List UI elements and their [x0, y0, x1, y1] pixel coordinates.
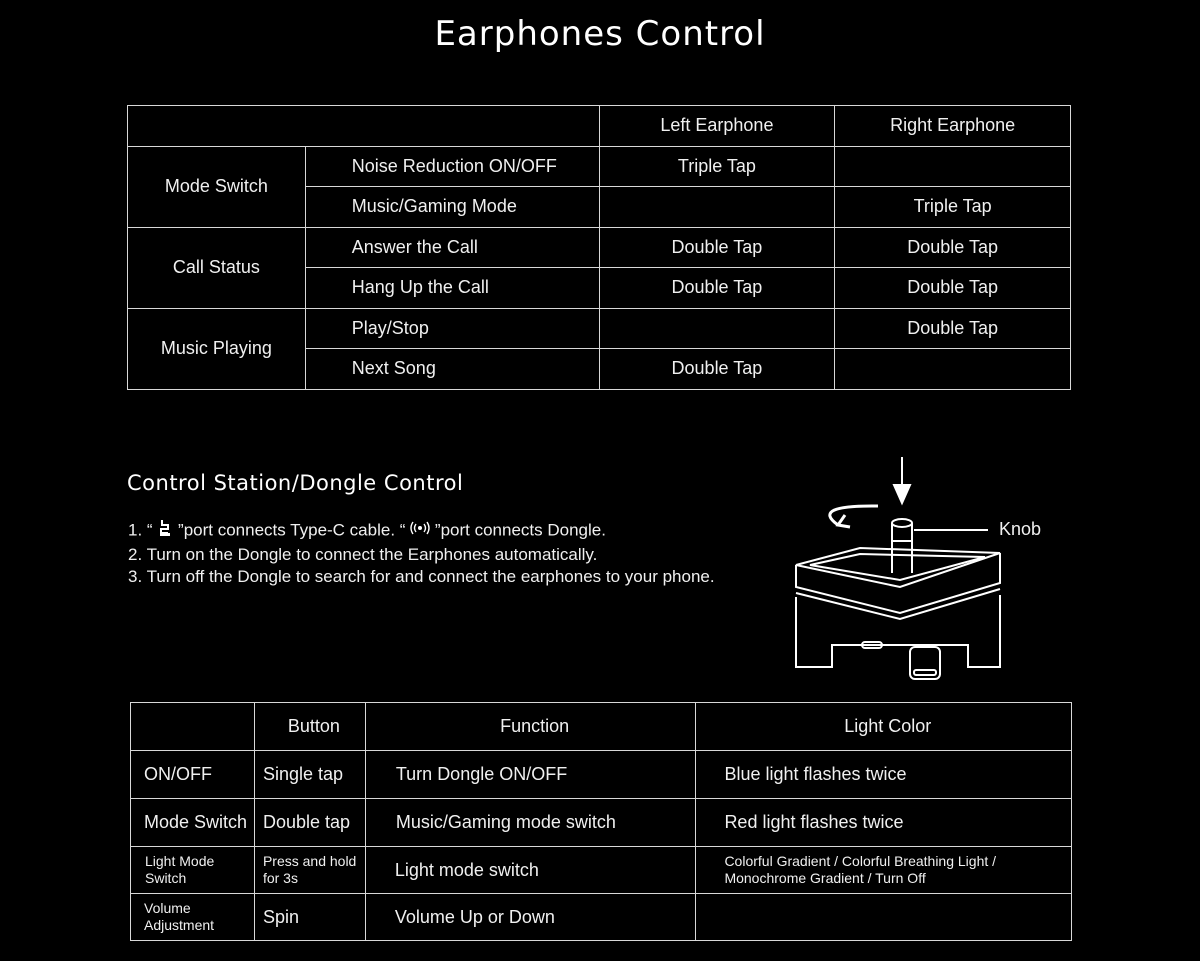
page-title: Earphones Control [434, 14, 766, 54]
action-cell: Next Song [305, 349, 599, 390]
left-cell [599, 187, 835, 228]
earphones-control-table [127, 105, 1071, 390]
usb-cable-icon [157, 519, 173, 544]
function-cell: Turn Dongle ON/OFF [365, 751, 696, 799]
instructions-list [128, 519, 715, 589]
button-cell: Press and hold for 3s [254, 847, 365, 894]
button-cell: Spin [254, 894, 365, 941]
group-label: Mode Switch [128, 146, 306, 227]
table-row [131, 799, 1072, 847]
row-label: Mode Switch [131, 799, 255, 847]
row-label: ON/OFF [131, 751, 255, 799]
instruction-line-2: 2. Turn on the Dongle to connect the Earphones automatically. [128, 544, 598, 564]
header-right-earphone: Right Earphone [835, 106, 1071, 147]
control-station-illustration [790, 455, 1010, 685]
action-cell: Answer the Call [305, 227, 599, 268]
right-cell: Triple Tap [835, 187, 1071, 228]
table-row [128, 227, 1071, 268]
action-cell: Music/Gaming Mode [305, 187, 599, 228]
instruction-text: 1. “ [128, 520, 153, 540]
table-row [131, 894, 1072, 941]
knob-label: Knob [999, 519, 1042, 539]
left-cell: Double Tap [599, 349, 835, 390]
instruction-text: ”port connects Type-C cable. “ [178, 520, 406, 540]
left-cell: Double Tap [599, 227, 835, 268]
light-color-cell: Red light flashes twice [696, 799, 1072, 847]
empty-header-cell [128, 106, 600, 147]
table-header-row [131, 703, 1072, 751]
function-cell: Music/Gaming mode switch [365, 799, 696, 847]
row-label: Volume Adjustment [131, 894, 255, 941]
table-row [131, 847, 1072, 894]
table-row [131, 751, 1072, 799]
group-label: Call Status [128, 227, 306, 308]
row-label: Light Mode Switch [131, 847, 255, 894]
button-cell: Double tap [254, 799, 365, 847]
left-cell: Triple Tap [599, 146, 835, 187]
header-light-color: Light Color [696, 703, 1072, 751]
header-left-earphone: Left Earphone [599, 106, 835, 147]
function-cell: Volume Up or Down [365, 894, 696, 941]
action-cell: Play/Stop [305, 308, 599, 349]
right-cell: Double Tap [835, 227, 1071, 268]
button-cell: Single tap [254, 751, 365, 799]
left-cell [599, 308, 835, 349]
table-header-row [128, 106, 1071, 147]
table-row [128, 146, 1071, 187]
action-cell: Hang Up the Call [305, 268, 599, 309]
right-cell: Double Tap [835, 268, 1071, 309]
right-cell [835, 146, 1071, 187]
light-color-cell [696, 894, 1072, 941]
wireless-signal-icon [410, 520, 430, 543]
action-cell: Noise Reduction ON/OFF [305, 146, 599, 187]
table-row [128, 308, 1071, 349]
instruction-line-1 [128, 519, 715, 544]
left-cell: Double Tap [599, 268, 835, 309]
light-color-cell: Blue light flashes twice [696, 751, 1072, 799]
empty-header-cell [131, 703, 255, 751]
section-title: Control Station/Dongle Control [127, 471, 464, 495]
group-label: Music Playing [128, 308, 306, 389]
instruction-line-3: 3. Turn off the Dongle to search for and connect the earphones to your phone. [128, 567, 715, 586]
dongle-control-table [130, 702, 1072, 941]
right-cell: Double Tap [835, 308, 1071, 349]
function-cell: Light mode switch [365, 847, 696, 894]
instruction-text: ”port connects Dongle. [434, 520, 606, 540]
header-function: Function [365, 703, 696, 751]
right-cell [835, 349, 1071, 390]
light-color-cell: Colorful Gradient / Colorful Breathing Light / Monochrome Gradient / Turn Off [696, 847, 1072, 894]
header-button: Button [254, 703, 365, 751]
